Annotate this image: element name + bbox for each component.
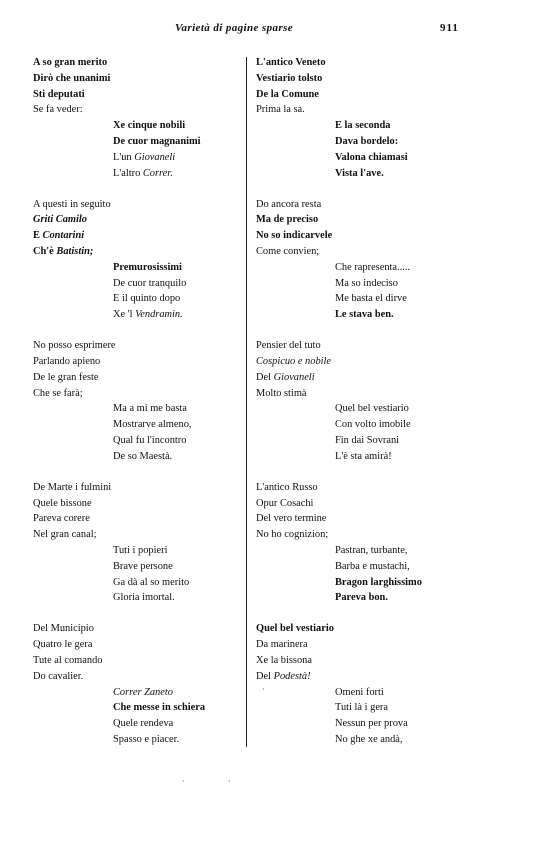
verse-line [113,734,179,746]
verse-line [335,592,388,604]
verse-line-text: Do cavalier. [33,670,84,682]
verse-line [33,623,94,635]
verse-line [256,513,326,525]
verse-line [33,340,116,352]
verse-line-text: Podestà! [273,670,311,682]
verse-line [33,639,92,651]
verse-line-text: Del vero termine [256,513,327,525]
verse-line-text: Prima la sa. [256,104,305,116]
verse-line [33,482,111,494]
verse-line [335,278,398,290]
verse-line-text: Fin dai Sovrani [335,435,400,446]
verse-line [335,136,398,148]
verse-line-text: Correr. [142,167,173,179]
verse-line [113,577,189,589]
verse-line-text: Parlando apieno [33,356,101,367]
verse-line-text: Molto stimà [256,387,307,399]
page-speck-mark: · [228,777,231,786]
verse-line-text: Batistin; [56,246,94,257]
verse-line-text: E [33,230,43,242]
verse-line-text: Vendramin. [135,309,183,321]
verse-line [33,73,110,85]
verse-line-text: Tuti là i gera [335,702,389,714]
verse-line [335,718,408,730]
verse-line [113,702,205,714]
verse-line [335,561,410,573]
verse-line-text: Quele bissone [33,497,92,509]
verse-line-text: Ma so indeciso [335,277,398,289]
verse-line-text: Vestiario tolsto [256,72,323,84]
verse-line [256,623,334,635]
verse-line-text: Se fa veder: [33,104,83,116]
verse-line-text: Opur Cosachi [256,497,314,509]
verse-line [335,168,384,180]
verse-line-text: Vista l'ave. [335,167,384,179]
verse-line [113,152,175,164]
verse-line-text: Con volto imobile [335,419,411,431]
verse-line-text: Che rapresenta..... [335,261,411,273]
verse-line [256,372,315,384]
verse-line [256,655,312,667]
verse-line [33,498,92,510]
verse-line-text: Quatro le gera [33,639,93,651]
verse-line-text: De la Comune [256,88,319,100]
verse-line [33,372,98,384]
verse-line [113,545,167,557]
verse-line-text: De Marte i fulmini [33,481,112,493]
verse-line [335,545,407,557]
verse-line-text: Valona chiamasi [335,151,408,163]
verse-line-text: Xe la bissona [256,655,312,666]
verse-line-text: Spasso e piacer. [113,734,180,745]
verse-line [335,702,388,714]
verse-line [256,246,319,258]
verse-line [256,230,332,242]
verse-line-text: Barba e mustachi, [335,560,410,572]
page-speck-mark: · [262,685,265,694]
verse-line-text: Ma a mi me basta [113,403,187,415]
verse-line [335,309,394,321]
verse-line-text: Me basta el dirve [335,293,407,305]
verse-line-text: Tuti i popieri [113,545,168,556]
verse-line [256,57,326,69]
verse-line-text: Correr Zaneto [113,686,173,698]
verse-line [113,309,183,321]
verse-line-text: Mostrarve almeno, [113,419,192,431]
verse-line [33,529,96,541]
verse-line-text: L'antico Veneto [256,57,326,68]
verse-line-text: Contarini [42,230,85,242]
verse-line-text: Pareva corere [33,513,90,525]
verse-line [335,435,399,447]
running-title: Varietà di pagine sparse [175,22,294,34]
verse-line-text: Giovaneli [273,371,315,383]
verse-line-text: No so indicarvele [256,230,333,242]
verse-line-text: Del [256,371,274,383]
verse-line-text: Tute al comando [33,655,103,666]
verse-line [113,278,186,290]
verse-line-text: A questi in seguito [33,198,111,210]
verse-line-text: Quel bel vestiario [256,623,334,635]
verse-line-text: Del Municipio [33,623,94,635]
verse-line-text: Dava bordelo: [335,136,399,147]
verse-line [33,230,84,242]
verse-line-text: Come convien; [256,246,320,257]
verse-line [256,73,322,85]
verse-line [256,498,313,510]
verse-line [113,561,173,573]
verse-line-text: Brave persone [113,560,173,572]
verse-line [256,199,321,211]
verse-line [113,120,185,132]
verse-line-text: Pastran, turbante, [335,545,408,556]
verse-line [335,262,410,274]
verse-line [256,89,319,101]
verse-line-text: L'è sta amirà! [335,450,392,462]
verse-line [33,199,111,211]
verse-line-text: Nessun per prova [335,718,408,730]
verse-line [113,136,201,148]
verse-line-text: Ga dà al so merito [113,576,190,588]
verse-line [113,168,173,180]
verse-line-text: Da marinera [256,639,308,651]
verse-line [256,639,308,651]
verse-line [113,718,173,730]
verse-line [335,451,392,463]
verse-line-text: Cospicuo e nobile [256,356,332,367]
verse-line [113,687,173,699]
verse-line-text: E la seconda [335,120,391,132]
verse-line [256,356,331,368]
verse-line-text: De le gran feste [33,371,99,383]
verse-line [335,120,390,132]
verse-line-text: No ghe xe andà, [335,734,403,745]
verse-line-text: Che messe in schiera [113,702,206,714]
verse-line [335,687,384,699]
verse-line [33,104,83,116]
page-speck-mark: · [182,777,185,786]
verse-line [335,577,422,589]
column-divider [246,57,247,747]
verse-line [33,671,83,683]
verse-line [256,482,318,494]
verse-line-text: Omeni forti [335,686,384,698]
verse-line-text: Del [256,670,274,682]
verse-line-text: Giovaneli [134,151,176,163]
verse-line [335,293,407,305]
verse-line [33,214,87,226]
verse-line [113,419,191,431]
verse-line [256,340,321,352]
verse-line-text: Xe 'l [113,309,136,321]
verse-line-text: L'antico Russo [256,481,318,493]
verse-line-text: Quele rendeva [113,718,174,730]
verse-line-text: Nel gran canal; [33,529,97,541]
verse-line [33,513,90,525]
verse-line [113,293,180,305]
verse-line-text: Pensier del tuto [256,340,321,352]
verse-line [33,356,100,368]
verse-line-text: No ho cognizion; [256,529,329,541]
verse-line-text: De cuor tranquilo [113,277,187,289]
verse-line-text: De cuor magnanimi [113,136,201,147]
verse-line [256,671,311,683]
verse-line-text: Sti deputati [33,88,85,100]
verse-line [113,451,172,463]
verse-line [256,104,305,116]
page-header [0,22,550,38]
verse-line-text: Pareva bon. [335,592,388,604]
verse-line-text: Qual fu l'incontro [113,435,187,446]
verse-line-text: L'altro [113,167,143,179]
verse-line-text: Gloria imortal. [113,592,175,604]
verse-line-text: No posso esprimere [33,340,116,352]
verse-line [335,419,411,431]
page-number: 911 [440,22,459,34]
verse-line-text: Ch'è [33,246,57,257]
verse-line-text: L'un [113,151,135,163]
verse-line [33,246,93,258]
verse-line-text: Che se farà; [33,387,83,399]
verse-line [113,403,187,415]
verse-line-text: Quel bel vestiario [335,403,409,415]
verse-line [33,89,85,101]
verse-line-text: Ma de preciso [256,214,319,226]
verse-line-text: Xe cinque nobili [113,120,186,132]
verse-line-text: De so Maestà. [113,450,173,462]
verse-line-text: A so gran merito [33,57,108,68]
verse-line-text: Premurosissimi [113,261,182,273]
verse-line [256,214,318,226]
verse-line [335,152,408,164]
verse-line [33,388,83,400]
verse-line [335,403,409,415]
verse-line-text: Le stava ben. [335,309,394,321]
verse-line [113,435,186,447]
verse-line [335,734,403,746]
verse-line [256,388,307,400]
verse-line-text: Do ancora resta [256,198,322,210]
verse-line [33,655,102,667]
verse-line [113,592,175,604]
verse-line-text: Griti Camilo [33,214,87,226]
verse-line [256,529,328,541]
verse-line [113,262,182,274]
verse-line [33,57,107,69]
verse-line-text: E il quinto dopo [113,293,181,305]
verse-line-text: Bragon larghissimo [335,576,422,588]
verse-line-text: Dirò che unanimi [33,72,111,84]
